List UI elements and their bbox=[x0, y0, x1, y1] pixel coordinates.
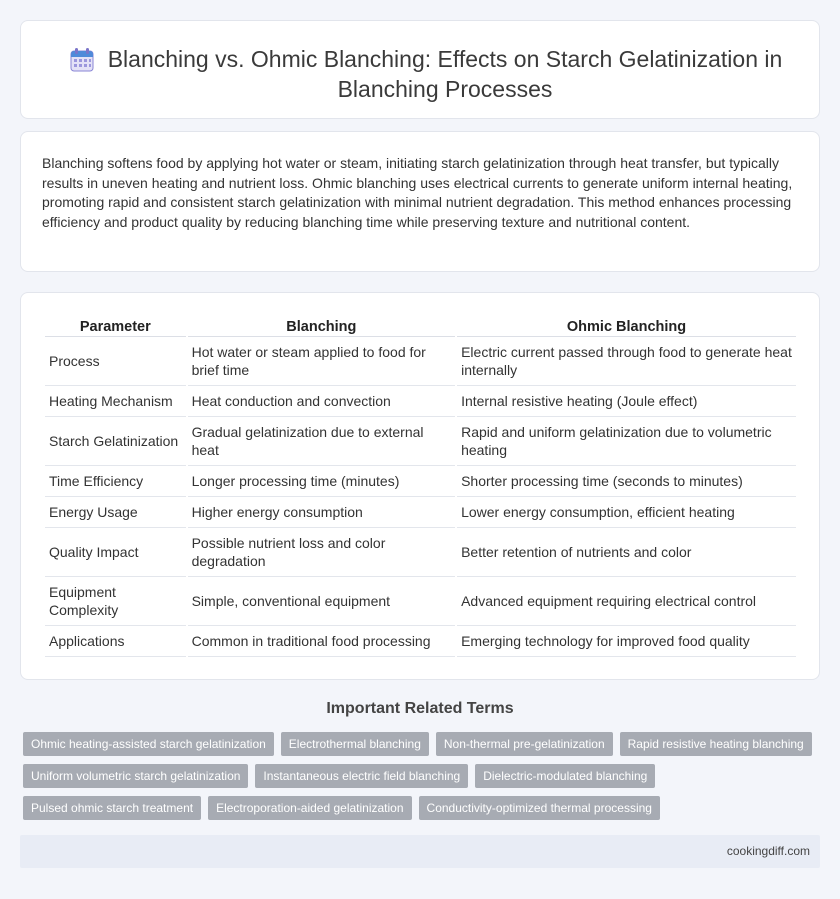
page-title: Blanching vs. Ohmic Blanching: Effects on Starch Gelatinization in Blanching Processes bbox=[107, 46, 783, 102]
header-card bbox=[20, 20, 820, 119]
cell-blanching: Common in traditional food processing bbox=[188, 626, 455, 657]
cell-ohmic: Emerging technology for improved food quality bbox=[457, 626, 796, 657]
cell-ohmic: Internal resistive heating (Joule effect) bbox=[457, 386, 796, 417]
cell-blanching: Longer processing time (minutes) bbox=[188, 466, 455, 497]
cell-ohmic: Shorter processing time (seconds to minutes) bbox=[457, 466, 796, 497]
related-term-tag[interactable]: Electroporation-aided gelatinization bbox=[208, 796, 411, 820]
related-term-tag[interactable]: Pulsed ohmic starch treatment bbox=[23, 796, 201, 820]
cell-blanching: Heat conduction and convection bbox=[188, 386, 455, 417]
cell-parameter: Equipment Complexity bbox=[45, 577, 186, 626]
table-row bbox=[45, 497, 796, 528]
related-term-tag[interactable]: Dielectric-modulated blanching bbox=[475, 764, 655, 788]
table-header-row bbox=[45, 315, 796, 337]
cell-parameter: Applications bbox=[45, 626, 186, 657]
cell-blanching: Possible nutrient loss and color degradation bbox=[188, 528, 455, 577]
comparison-table bbox=[43, 315, 798, 657]
cell-ohmic: Advanced equipment requiring electrical control bbox=[457, 577, 796, 626]
related-term-tag[interactable]: Non-thermal pre-gelatinization bbox=[436, 732, 613, 756]
cell-parameter: Starch Gelatinization bbox=[45, 417, 186, 466]
comparison-card bbox=[20, 292, 820, 680]
footer-site-link[interactable]: cookingdiff.com bbox=[726, 844, 810, 858]
intro-paragraph: Blanching softens food by applying hot water or steam, initiating starch gelatinization through heat transfer, but typically results in uneven heating and nutrient loss. Ohmic blanching uses electrical currents to generate uniform internal heating, promoting rapid and consistent starch gelatinization with minimal nutrient degradation. This method enhances processing efficiency and product quality by reducing blanching time while preserving texture and nutritional content. bbox=[42, 155, 793, 230]
tag-row bbox=[23, 732, 823, 756]
cell-blanching: Simple, conventional equipment bbox=[188, 577, 455, 626]
cell-parameter: Process bbox=[45, 337, 186, 386]
cell-parameter: Quality Impact bbox=[45, 528, 186, 577]
header-blanching: Blanching bbox=[188, 315, 455, 337]
related-term-tag[interactable]: Ohmic heating-assisted starch gelatinization bbox=[23, 732, 274, 756]
table-row bbox=[45, 417, 796, 466]
table-row bbox=[45, 528, 796, 577]
cell-ohmic: Better retention of nutrients and color bbox=[457, 528, 796, 577]
header-parameter: Parameter bbox=[45, 315, 186, 337]
related-term-tag[interactable]: Conductivity-optimized thermal processing bbox=[419, 796, 660, 820]
table-row bbox=[45, 626, 796, 657]
table-row bbox=[45, 386, 796, 417]
cell-parameter: Heating Mechanism bbox=[45, 386, 186, 417]
cell-blanching: Hot water or steam applied to food for brief time bbox=[188, 337, 455, 386]
related-term-tag[interactable]: Uniform volumetric starch gelatinization bbox=[23, 764, 248, 788]
cell-parameter: Time Efficiency bbox=[45, 466, 186, 497]
cell-ohmic: Electric current passed through food to generate heat internally bbox=[457, 337, 796, 386]
related-terms-list bbox=[23, 732, 823, 828]
cell-parameter: Energy Usage bbox=[45, 497, 186, 528]
table-row bbox=[45, 577, 796, 626]
tag-row bbox=[23, 764, 823, 788]
tag-row bbox=[23, 796, 823, 820]
table-row bbox=[45, 466, 796, 497]
footer bbox=[20, 835, 820, 868]
related-term-tag[interactable]: Electrothermal blanching bbox=[281, 732, 429, 756]
cell-blanching: Higher energy consumption bbox=[188, 497, 455, 528]
intro-card bbox=[20, 131, 820, 272]
cell-blanching: Gradual gelatinization due to external heat bbox=[188, 417, 455, 466]
related-term-tag[interactable]: Instantaneous electric field blanching bbox=[255, 764, 468, 788]
related-terms-title: Important Related Terms bbox=[326, 700, 514, 717]
cell-ohmic: Rapid and uniform gelatinization due to volumetric heating bbox=[457, 417, 796, 466]
cell-ohmic: Lower energy consumption, efficient heating bbox=[457, 497, 796, 528]
table-row bbox=[45, 337, 796, 386]
related-term-tag[interactable]: Rapid resistive heating blanching bbox=[620, 732, 812, 756]
header-ohmic-blanching: Ohmic Blanching bbox=[457, 315, 796, 337]
